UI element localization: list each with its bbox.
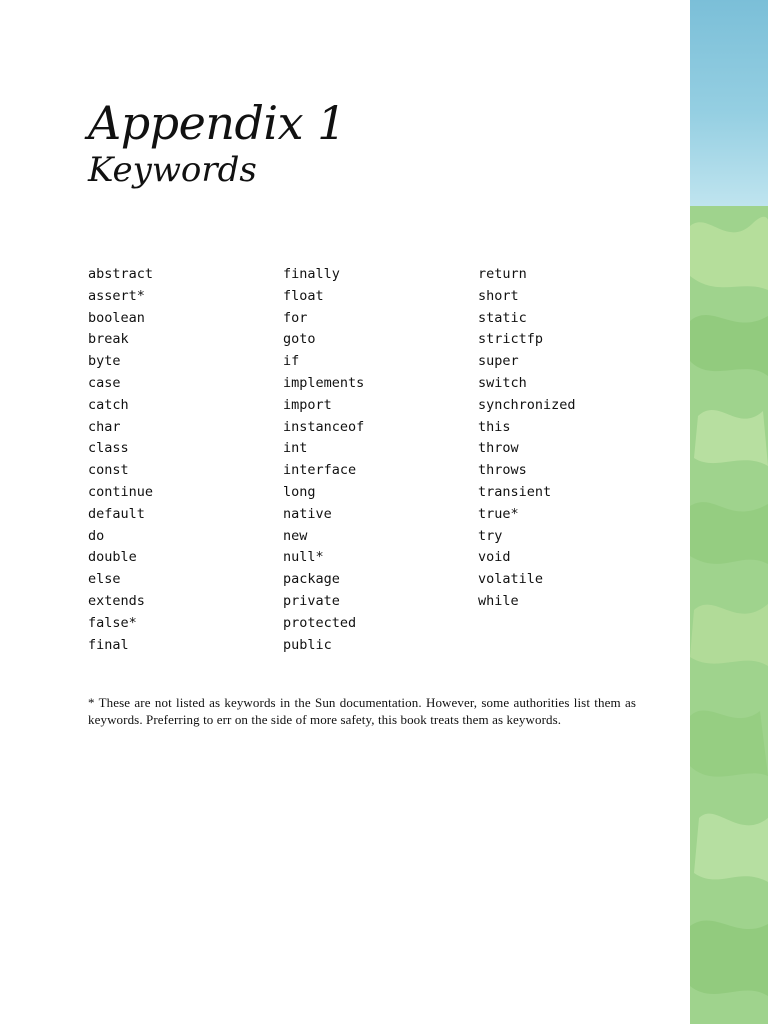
keyword-item: int [283,440,308,457]
keyword-item: finally [283,266,340,282]
keyword-item: volatile [478,571,544,588]
keyword-item: short [478,287,519,304]
keyword-item: strictfp [478,331,544,348]
keyword-item: continue [88,483,154,500]
keyword-item: case [88,374,121,391]
keywords-list [88,264,648,656]
keywords-column-3 [478,264,648,656]
keyword-item: extends [88,592,145,609]
keyword-item: float [283,287,324,304]
keyword-item: native [283,505,332,522]
keyword-item: char [88,418,121,435]
keyword-item: double [88,549,137,566]
keywords-column-1 [88,264,283,656]
keyword-item: instanceof [283,418,365,435]
keyword-item: while [478,592,519,609]
keyword-item: super [478,353,519,370]
appendix-heading [88,98,648,190]
keyword-item: assert* [88,287,145,304]
grass-texture [690,206,768,1024]
keywords-footnote: * These are not listed as keywords in the Sun documentation. However, some authorities list them as keywords. Preferring to err on the side of more safety, this book treats them as keywords. [88,695,636,727]
keyword-item: throws [478,462,527,479]
keyword-item: throw [478,440,519,457]
keyword-item: goto [283,331,316,348]
keyword-item: interface [283,462,357,479]
keyword-item: protected [283,614,357,631]
keyword-item: import [283,396,332,413]
keywords-column-2 [283,264,478,656]
keyword-item: private [283,592,340,609]
keyword-item: boolean [88,309,145,326]
keyword-item: for [283,309,308,326]
keyword-item: break [88,331,129,348]
keyword-item: implements [283,374,365,391]
keyword-item: public [283,636,332,653]
sky-band [690,0,768,206]
grass-band [690,206,768,1024]
keyword-item: static [478,309,527,326]
appendix-subtitle: Keywords [88,150,257,190]
keyword-item: new [283,527,308,544]
keyword-item: false* [88,614,137,631]
appendix-title: Appendix 1 [88,96,346,150]
decorative-side-strip [690,0,768,1024]
keyword-item: try [478,527,503,544]
keyword-item: synchronized [478,396,576,413]
keyword-item: package [283,571,340,588]
keyword-item: void [478,549,511,566]
keyword-item: switch [478,374,527,391]
keyword-item: class [88,440,129,457]
keyword-item: abstract [88,266,154,282]
keyword-item: catch [88,396,129,413]
keyword-item: byte [88,353,121,370]
keyword-item: do [88,527,105,544]
keyword-item: true* [478,505,519,522]
keyword-item: this [478,418,511,435]
keyword-item: null* [283,549,324,566]
keyword-item: const [88,462,129,479]
keyword-item: return [478,266,527,282]
keyword-item: default [88,505,145,522]
keyword-item: transient [478,483,552,500]
keyword-item: else [88,571,121,588]
keyword-item: final [88,636,129,653]
keyword-item: long [283,483,316,500]
keyword-item: if [283,353,300,370]
